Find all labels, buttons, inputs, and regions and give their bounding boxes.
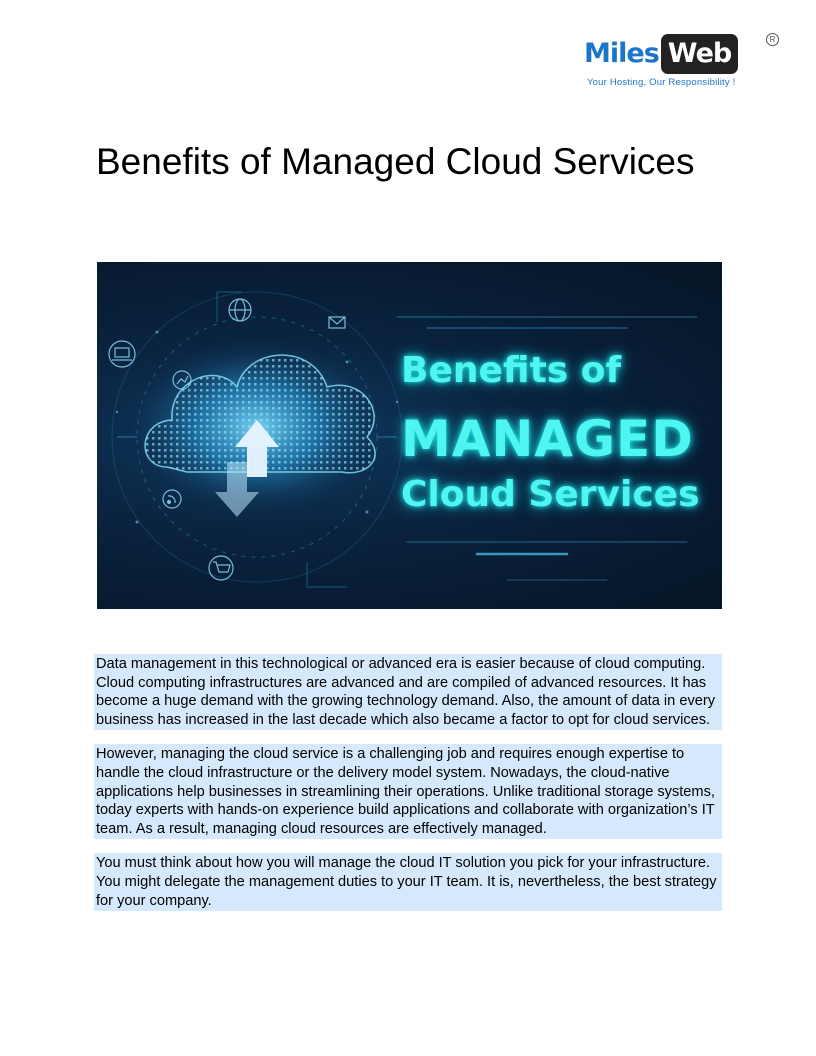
- paragraph-1: Data management in this technological or advanced era is easier because of cloud computing. Cloud computing infrastructures are advanced and are compiled of advanced resources. It has become a huge demand with the growing technology demand. Also, the amount of data in every business has increased in the last decade which also became a factor to opt for cloud services.: [94, 654, 722, 730]
- article-body: [94, 654, 722, 925]
- milesweb-logo: [584, 32, 780, 92]
- registered-mark: R: [766, 33, 779, 46]
- laptop-icon: [109, 341, 135, 367]
- hero-banner: [97, 262, 722, 609]
- page-title: Benefits of Managed Cloud Services: [96, 141, 695, 182]
- mail-icon: [329, 317, 345, 328]
- cart-icon: [209, 556, 233, 580]
- paragraph-2: However, managing the cloud service is a challenging job and requires enough expertise to handle the cloud infrastructure or the delivery model system. Nowadays, the cloud-native applications help businesses in streamlining their operations. Unlike traditional storage systems, today experts with hands-on experience build applications and collaborate with organization’s IT team. As a result, managing cloud resources are effectively managed.: [94, 744, 722, 839]
- logo-tagline: Your Hosting, Our Responsibility !: [587, 77, 736, 88]
- hero-heading-line1: Benefits of: [401, 350, 622, 391]
- hero-heading-line2: MANAGED: [401, 410, 694, 468]
- logo-miles-text: Miles: [584, 38, 659, 69]
- hero-heading-line3: Cloud Services: [401, 474, 700, 515]
- logo-web-text: Web: [661, 34, 738, 74]
- globe-icon: [229, 299, 251, 321]
- paragraph-3: You must think about how you will manage the cloud IT solution you pick for your infrastructure. You might delegate the management duties to your IT team. It is, nevertheless, the best strategy for your company.: [94, 853, 722, 911]
